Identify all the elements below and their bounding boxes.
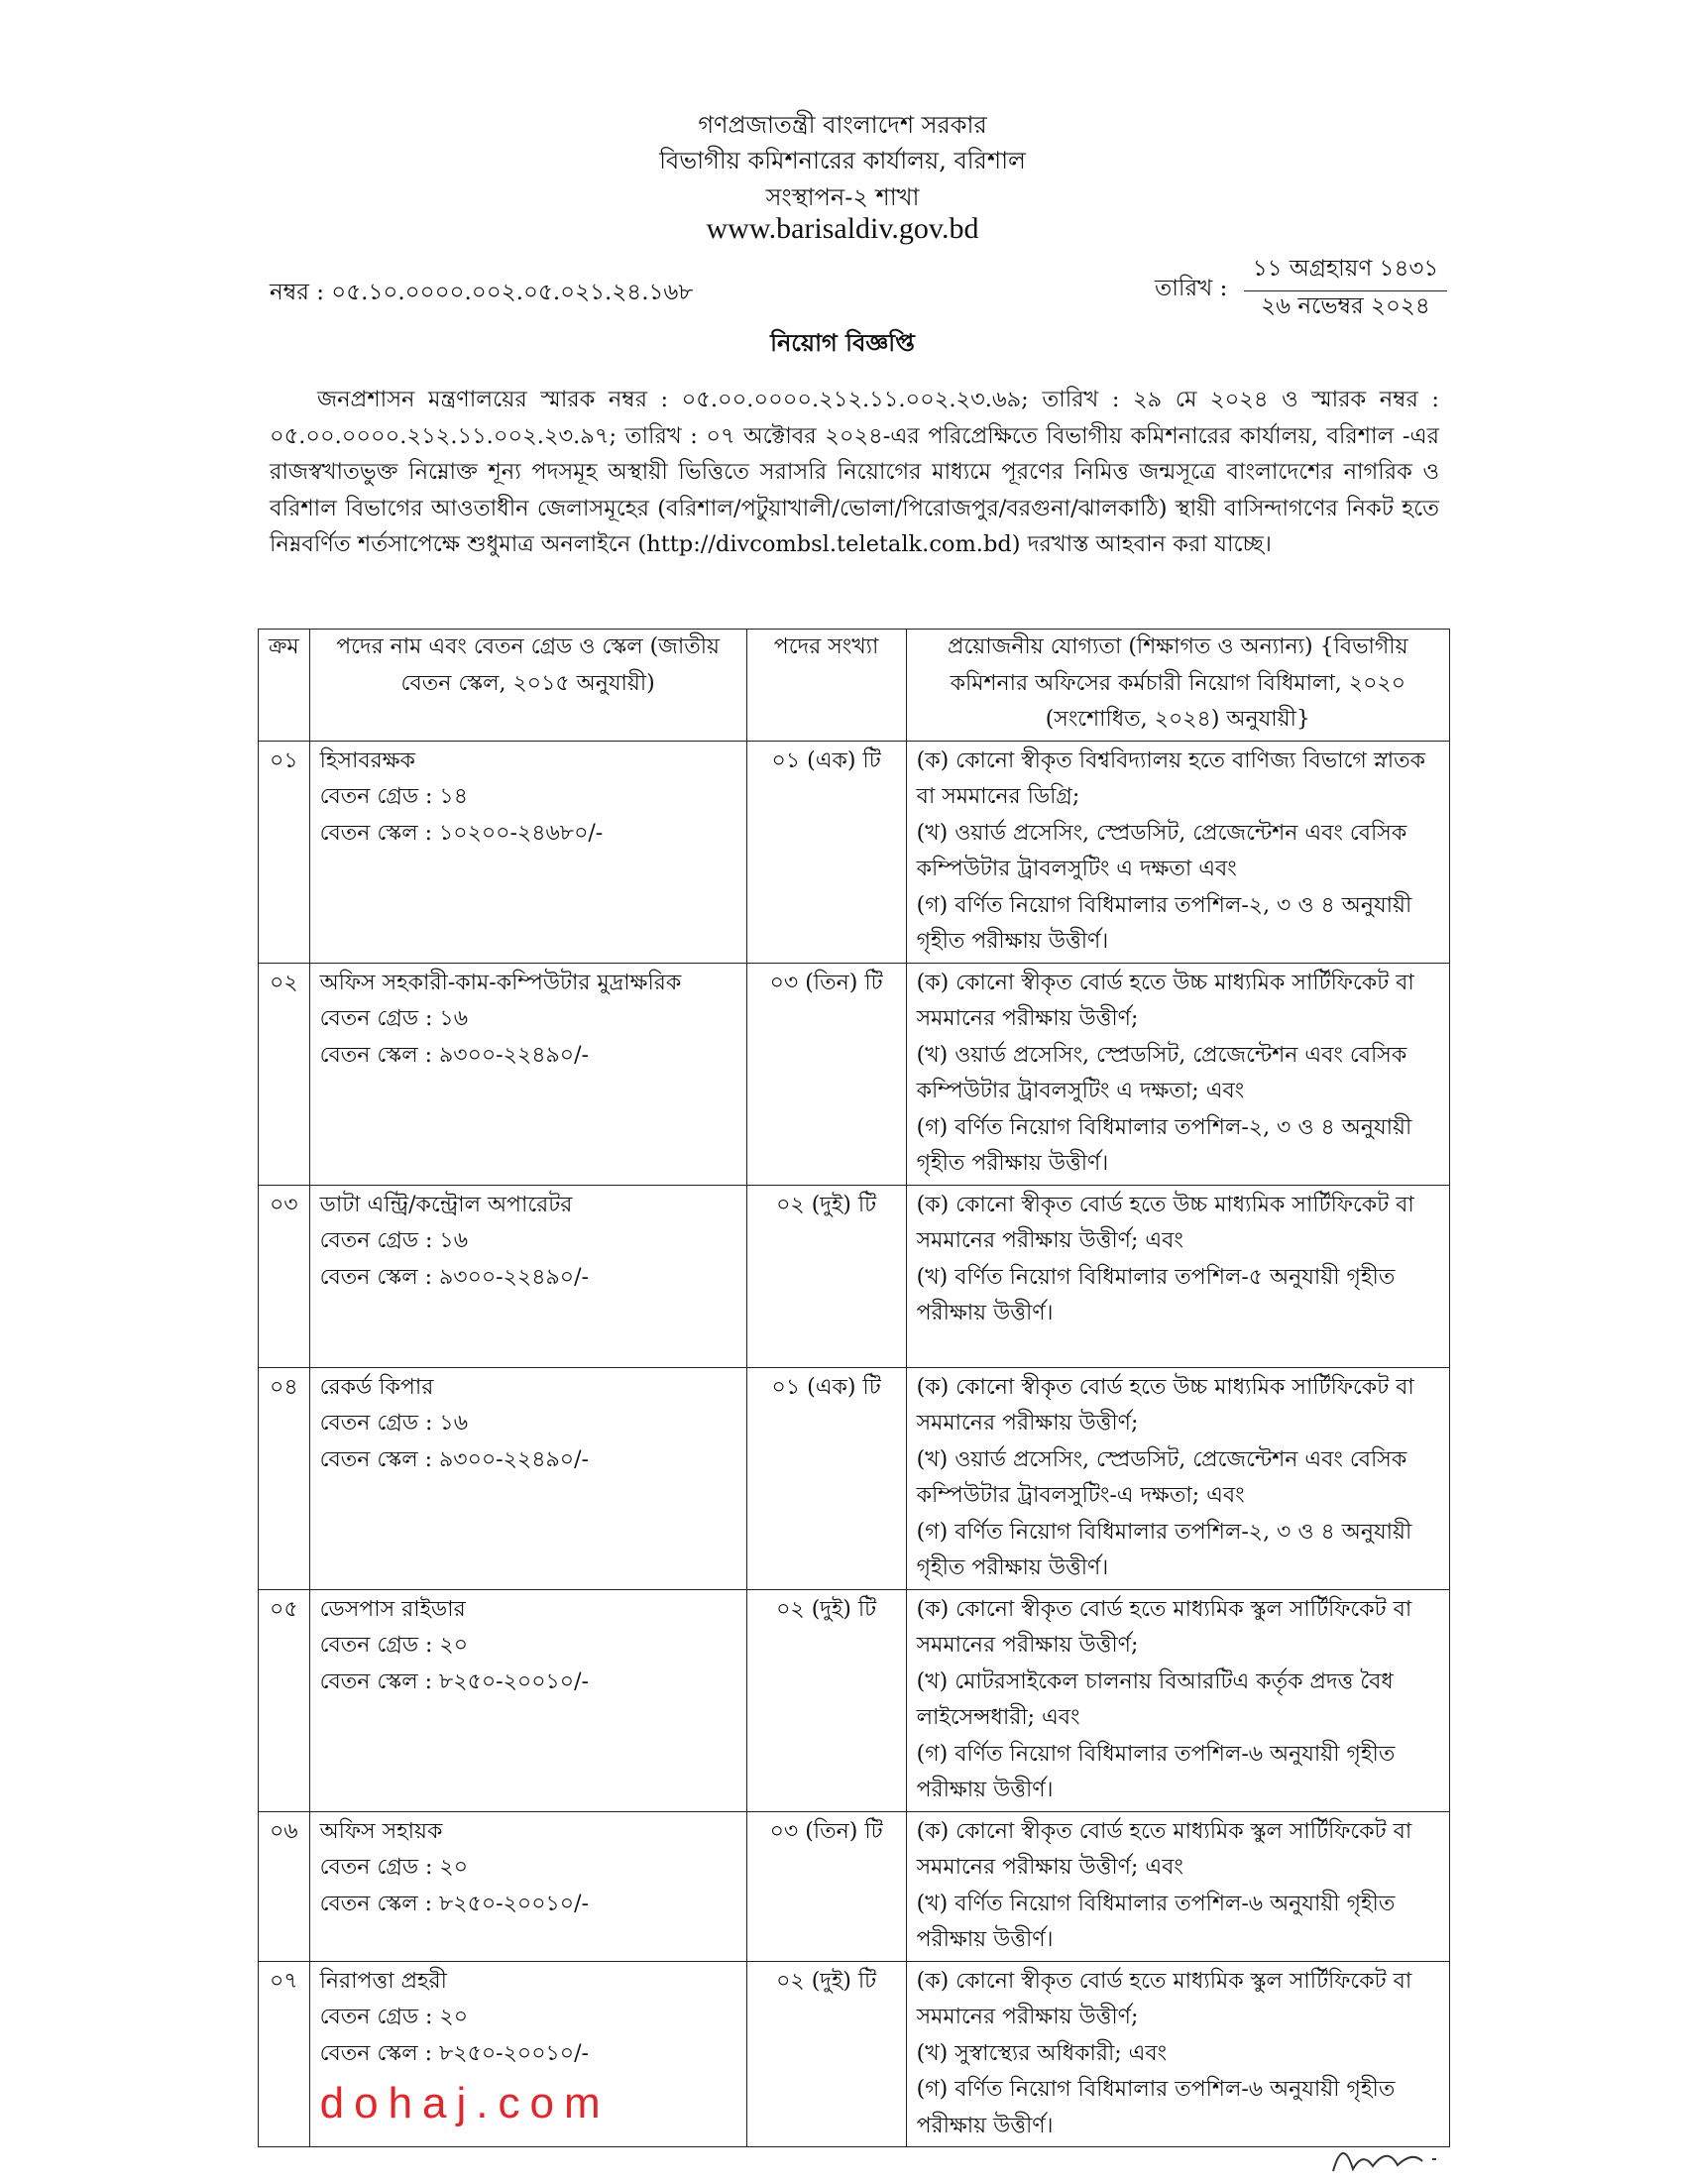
branch-name: সংস্থাপন-২ শাখা — [765, 183, 920, 211]
table-row — [259, 1367, 1450, 1589]
header-qualification: প্রয়োজনীয় যোগ্যতা (শিক্ষাগত ও অন্যান্য) {বিভাগীয় কমিশনার অফিসের কর্মচারী নিয়োগ বিধিমালা, ২০২০ (সংশোধিত, ২০২৪) অনুযায়ী} — [906, 630, 1449, 742]
qualification-item: (খ) ওয়ার্ড প্রসেসিং, স্প্রেডসিট, প্রেজেন্টেশন এবং বেসিক কম্পিউটার ট্রাবলসুটিং-এ দক্ষতা; এবং — [916, 1446, 1407, 1508]
notice-title: নিয়োগ বিজ্ঞপ্তি — [770, 328, 915, 357]
qualification-cell — [906, 1811, 1449, 1961]
signature — [1328, 2131, 1447, 2184]
table-row — [259, 963, 1450, 1185]
qualification-item: (খ) মোটরসাইকেল চালনায় বিআরটিএ কর্তৃক প্রদত্ত বৈধ লাইসেন্সধারী; এবং — [916, 1668, 1394, 1730]
qualification-cell — [906, 1961, 1449, 2147]
serial: ০৫ — [259, 1589, 310, 1811]
post-name: অফিস সহকারী-কাম-কম্পিউটার মুদ্রাক্ষরিক — [319, 970, 682, 995]
website: www.barisaldiv.gov.bd — [706, 212, 979, 245]
pay-grade: বেতন গ্রেড : ১৬ — [319, 1411, 469, 1436]
table-row — [259, 1589, 1450, 1811]
signature-scribble — [1328, 2131, 1447, 2176]
qualification-item: (গ) বর্ণিত নিয়োগ বিধিমালার তপশিল-২, ৩ ও ৪ অনুযায়ী গৃহীত পরীক্ষায় উত্তীর্ণ। — [916, 1519, 1412, 1580]
qualification-item: (গ) বর্ণিত নিয়োগ বিধিমালার তপশিল-৬ অনুযায়ী গৃহীত পরীক্ষায় উত্তীর্ণ। — [916, 2077, 1396, 2138]
table-row — [259, 1811, 1450, 1961]
intro-paragraph: জনপ্রশাসন মন্ত্রণালয়ের স্মারক নম্বর : ০৫.০০.০০০০.২১২.১১.০০২.২৩.৬৯; তারিখ : ২৯ মে ২০২৪ ও স্মারক নম্বর : ০৫.০০.০০০০.২১২.১১.০০২.২৩.৯৭; তারিখ : ০৭ অক্টোবর ২০২৪-এর পরিপ্রেক্ষিতে বিভাগীয় কমিশনারের কার্যালয়, বরিশাল -এর রাজস্বখাতভুক্ত নিম্নোক্ত শূন্য পদসমূহ অস্থায়ী ভিত্তিতে সরাসরি নিয়োগের মাধ্যমে পূরণের নিমিত্ত জন্মসূত্রে বাংলাদেশের নাগরিক ও বরিশাল বিভাগের আওতাধীন জেলাসমূহের (বরিশাল/পটুয়াখালী/ভোলা/পিরোজপুর/বরগুনা/ঝালকাঠি) স্থায়ী বাসিন্দাগণের নিকট হতে নিম্নবর্ণিত শর্তসাপেক্ষে শুধুমাত্র অনলাইনে (http://divcombsl.teletalk.com.bd) দরখাস্ত আহবান করা যাচ্ছে। — [270, 387, 1439, 557]
serial: ০৭ — [259, 1961, 310, 2147]
qualification-item: (ক) কোনো স্বীকৃত বোর্ড হতে মাধ্যমিক স্কুল সার্টিফিকেট বা সমমানের পরীক্ষায় উত্তীর্ণ; — [916, 1596, 1412, 1658]
date-english: ২৬ নভেম্বর ২০২৪ — [1261, 293, 1430, 319]
qualification-item: (ক) কোনো স্বীকৃত বোর্ড হতে উচ্চ মাধ্যমিক সার্টিফিকেট বা সমমানের পরীক্ষায় উত্তীর্ণ; এবং — [916, 1192, 1414, 1253]
post-count: ০২ (দুই) টি — [746, 1589, 906, 1811]
qualification-cell — [906, 963, 1449, 1185]
post-name: রেকর্ড কিপার — [319, 1374, 434, 1400]
qualification-item: (ক) কোনো স্বীকৃত বোর্ড হতে উচ্চ মাধ্যমিক সার্টিফিকেট বা সমমানের পরীক্ষায় উত্তীর্ণ; — [916, 970, 1414, 1031]
post-count: ০৩ (তিন) টি — [746, 1811, 906, 1961]
qualification-cell — [906, 1589, 1449, 1811]
pay-grade: বেতন গ্রেড : ১৬ — [319, 1006, 469, 1031]
pay-grade: বেতন গ্রেড : ১৪ — [319, 784, 468, 809]
qualification-item: (ক) কোনো স্বীকৃত বোর্ড হতে মাধ্যমিক স্কুল সার্টিফিকেট বা সমমানের পরীক্ষায় উত্তীর্ণ; — [916, 1968, 1412, 2029]
date-bangla: ১১ অগ্রহায়ণ ১৪৩১ — [1244, 250, 1447, 291]
qualification-item: (ক) কোনো স্বীকৃত বোর্ড হতে মাধ্যমিক স্কুল সার্টিফিকেট বা সমমানের পরীক্ষায় উত্তীর্ণ; এবং — [916, 1818, 1412, 1880]
post-cell — [309, 1185, 746, 1367]
pay-grade: বেতন গ্রেড : ২০ — [319, 1633, 469, 1658]
pay-grade: বেতন গ্রেড : ২০ — [319, 2005, 469, 2029]
table-row — [259, 1185, 1450, 1367]
post-cell — [309, 963, 746, 1185]
qualification-item: (গ) বর্ণিত নিয়োগ বিধিমালার তপশিল-২, ৩ ও ৪ অনুযায়ী গৃহীত পরীক্ষায় উত্তীর্ণ। — [916, 1114, 1412, 1176]
post-count: ০২ (দুই) টি — [746, 1961, 906, 2147]
qualification-item: (ক) কোনো স্বীকৃত বিশ্ববিদ্যালয় হতে বাণিজ্য বিভাগে স্নাতক বা সমমানের ডিগ্রি; — [916, 747, 1426, 809]
qualification-item: (খ) ওয়ার্ড প্রসেসিং, স্প্রেডসিট, প্রেজেন্টেশন এবং বেসিক কম্পিউটার ট্রাবলসুটিং এ দক্ষতা এবং — [916, 820, 1407, 881]
watermark: dohaj.com — [319, 2079, 611, 2127]
pay-scale: বেতন স্কেল : ৮২৫০-২০০১০/- — [319, 1668, 589, 1694]
serial: ০৪ — [259, 1367, 310, 1589]
qualification-cell — [906, 1367, 1449, 1589]
pay-scale: বেতন স্কেল : ১০২০০-২৪৬৮০/- — [319, 820, 604, 846]
pay-scale: বেতন স্কেল : ৯৩০০-২২৪৯০/- — [319, 1446, 589, 1472]
post-cell — [309, 1961, 746, 2147]
pay-scale: বেতন স্কেল : ৮২৫০-২০০১০/- — [319, 2040, 589, 2066]
header-serial: ক্রম — [259, 630, 310, 742]
header-post: পদের নাম এবং বেতন গ্রেড ও স্কেল (জাতীয় বেতন স্কেল, ২০১৫ অনুযায়ী) — [309, 630, 746, 742]
pay-scale: বেতন স্কেল : ৯৩০০-২২৪৯০/- — [319, 1264, 589, 1290]
post-count: ০১ (এক) টি — [746, 741, 906, 963]
qualification-item: (খ) সুস্বাস্থ্যের অধিকারী; এবং — [916, 2040, 1168, 2066]
serial: ০৬ — [259, 1811, 310, 1961]
post-cell — [309, 1589, 746, 1811]
post-name: ডেসপাস রাইডার — [319, 1596, 466, 1622]
post-count: ০২ (দুই) টি — [746, 1185, 906, 1367]
qualification-cell — [906, 1185, 1449, 1367]
vacancy-table — [258, 629, 1450, 2147]
pay-scale: বেতন স্কেল : ৯৩০০-২২৪৯০/- — [319, 1042, 589, 1068]
qualification-item: (গ) বর্ণিত নিয়োগ বিধিমালার তপশিল-৬ অনুযায়ী গৃহীত পরীক্ষায় উত্তীর্ণ। — [916, 1741, 1396, 1802]
post-cell — [309, 1367, 746, 1589]
qualification-item: (গ) বর্ণিত নিয়োগ বিধিমালার তপশিল-২, ৩ ও ৪ অনুযায়ী গৃহীত পরীক্ষায় উত্তীর্ণ। — [916, 892, 1412, 954]
post-cell — [309, 1811, 746, 1961]
govt-name: গণপ্রজাতন্ত্রী বাংলাদেশ সরকার — [698, 111, 987, 139]
post-name: নিরাপত্তা প্রহরী — [319, 1968, 447, 1994]
table-row — [259, 1961, 1450, 2147]
office-name: বিভাগীয় কমিশনারের কার্যালয়, বরিশাল — [659, 147, 1026, 174]
serial: ০৩ — [259, 1185, 310, 1367]
qualification-item: (খ) বর্ণিত নিয়োগ বিধিমালার তপশিল-৫ অনুযায়ী গৃহীত পরীক্ষায় উত্তীর্ণ। — [916, 1264, 1396, 1325]
serial: ০১ — [259, 741, 310, 963]
qualification-cell — [906, 741, 1449, 963]
post-name: ডাটা এন্ট্রি/কন্ট্রোল অপারেটর — [319, 1192, 573, 1217]
date-label: তারিখ : — [1155, 276, 1228, 301]
pay-scale: বেতন স্কেল : ৮২৫০-২০০১০/- — [319, 1891, 589, 1916]
post-count: ০৩ (তিন) টি — [746, 963, 906, 1185]
post-count: ০১ (এক) টি — [746, 1367, 906, 1589]
header-count: পদের সংখ্যা — [746, 630, 906, 742]
post-name: হিসাবরক্ষক — [319, 747, 415, 773]
serial: ০২ — [259, 963, 310, 1185]
memo-number: নম্বর : ০৫.১০.০০০০.০০২.০৫.০২১.২৪.১৬৮ — [270, 280, 694, 305]
post-name: অফিস সহায়ক — [319, 1818, 443, 1844]
pay-grade: বেতন গ্রেড : ১৬ — [319, 1228, 469, 1253]
qualification-item: (খ) ওয়ার্ড প্রসেসিং, স্প্রেডসিট, প্রেজেন্টেশন এবং বেসিক কম্পিউটার ট্রাবলসুটিং এ দক্ষতা; এবং — [916, 1042, 1407, 1103]
qualification-item: (ক) কোনো স্বীকৃত বোর্ড হতে উচ্চ মাধ্যমিক সার্টিফিকেট বা সমমানের পরীক্ষায় উত্তীর্ণ; — [916, 1374, 1414, 1436]
pay-grade: বেতন গ্রেড : ২০ — [319, 1855, 469, 1880]
qualification-item: (খ) বর্ণিত নিয়োগ বিধিমালার তপশিল-৬ অনুযায়ী গৃহীত পরীক্ষায় উত্তীর্ণ। — [916, 1891, 1396, 1952]
table-row — [259, 741, 1450, 963]
post-cell — [309, 741, 746, 963]
